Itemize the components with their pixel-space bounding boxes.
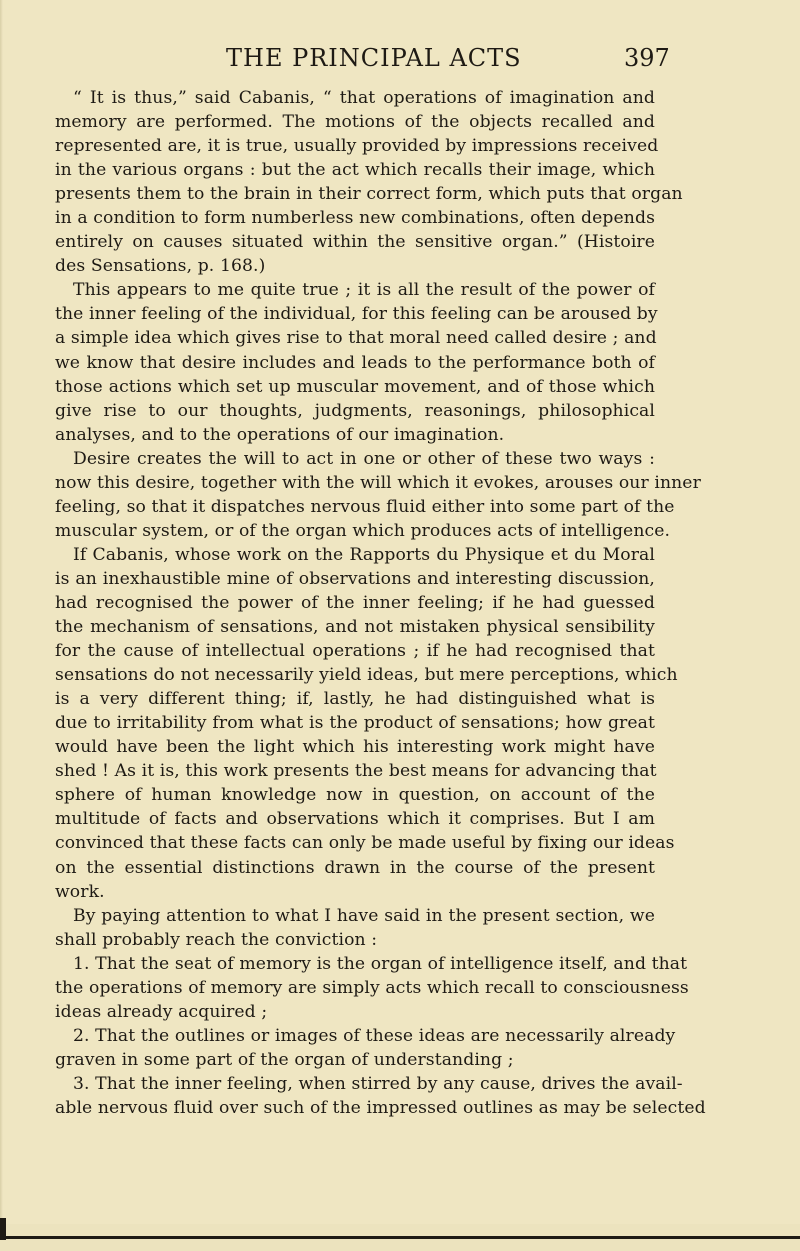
page-number: 397 xyxy=(624,44,670,72)
text-line: due to irritability from what is the product of sensations; how great xyxy=(55,713,655,734)
text-line: memory are performed. The motions of the objects recalled and xyxy=(55,112,655,133)
text-line: If Cabanis, whose work on the Rapports du Physique et du Moral xyxy=(73,544,655,565)
text-line: give rise to our thoughts, judgments, reasonings, philosophical xyxy=(55,400,655,421)
list-item-line: able nervous fluid over such of the impressed outlines as may be selected xyxy=(55,1097,706,1118)
text-line: By paying attention to what I have said in the present section, we xyxy=(73,905,655,926)
text-line: analyses, and to the operations of our imagination. xyxy=(55,424,505,445)
text-line: entirely on causes situated within the sensitive organ.” (Histoire xyxy=(55,232,655,253)
text-line: in the various organs : but the act which recalls their image, which xyxy=(55,160,655,181)
running-title: THE PRINCIPAL ACTS xyxy=(226,44,522,72)
text-line: the mechanism of sensations, and not mistaken physical sensibility xyxy=(55,617,655,638)
text-line: shed ! As it is, this work presents the best means for advancing that xyxy=(55,761,657,782)
text-line: des Sensations, p. 168.) xyxy=(55,256,266,277)
page-corner-shadow xyxy=(0,1218,6,1240)
text-line: This appears to me quite true ; it is all the result of the power of xyxy=(73,280,655,301)
list-item-line: graven in some part of the organ of understanding ; xyxy=(55,1049,514,1070)
text-line: represented are, it is true, usually provided by impressions received xyxy=(55,136,659,157)
text-line: the inner feeling of the individual, for this feeling can be aroused by xyxy=(55,304,658,325)
list-item-line: ideas already acquired ; xyxy=(55,1001,268,1022)
list-item-line: 3. That the inner feeling, when stirred by any cause, drives the avail- xyxy=(73,1073,683,1094)
text-line: presents them to the brain in their correct form, which puts that organ xyxy=(55,184,683,205)
text-line: we know that desire includes and leads to the performance both of xyxy=(55,352,655,373)
page-left-edge xyxy=(0,0,3,1251)
text-line: now this desire, together with the will which it evokes, arouses our inner xyxy=(55,472,701,493)
text-line: sphere of human knowledge now in question, on account of the xyxy=(55,785,655,806)
text-line: multitude of facts and observations which it comprises. But I am xyxy=(55,809,655,830)
text-line: work. xyxy=(55,881,105,902)
page-bottom-edge xyxy=(0,1236,800,1239)
text-line: a simple idea which gives rise to that moral need called desire ; and xyxy=(55,328,657,349)
text-line: shall probably reach the conviction : xyxy=(55,929,378,950)
text-line: “ It is thus,” said Cabanis, “ that operations of imagination and xyxy=(73,88,655,108)
text-line: would have been the light which his interesting work might have xyxy=(55,737,655,758)
list-item-line: 1. That the seat of memory is the organ of intelligence itself, and that xyxy=(73,953,688,974)
text-line: feeling, so that it dispatches nervous fluid either into some part of the xyxy=(55,496,675,517)
list-item-line: the operations of memory are simply acts which recall to consciousness xyxy=(55,977,689,998)
text-line: in a condition to form numberless new combinations, often depends xyxy=(55,208,655,229)
text-line: is an inexhaustible mine of observations and interesting discussion, xyxy=(55,568,655,589)
text-line: on the essential distinctions drawn in the course of the present xyxy=(55,857,655,878)
list-item-line: 2. That the outlines or images of these ideas are necessarily already xyxy=(73,1025,676,1046)
text-line: sensations do not necessarily yield ideas, but mere perceptions, which xyxy=(55,665,678,686)
text-line: muscular system, or of the organ which produces acts of intelligence. xyxy=(55,520,671,541)
text-line: Desire creates the will to act in one or other of these two ways : xyxy=(73,448,655,469)
body-text xyxy=(55,86,706,1120)
text-line: is a very different thing; if, lastly, he had distinguished what is xyxy=(55,689,655,710)
text-line: had recognised the power of the inner feeling; if he had guessed xyxy=(55,592,655,613)
text-line: those actions which set up muscular movement, and of those which xyxy=(55,376,655,397)
text-line: convinced that these facts can only be made useful by fixing our ideas xyxy=(55,833,675,854)
text-line: for the cause of intellectual operations ; if he had recognised that xyxy=(55,641,655,662)
running-head xyxy=(0,38,800,78)
